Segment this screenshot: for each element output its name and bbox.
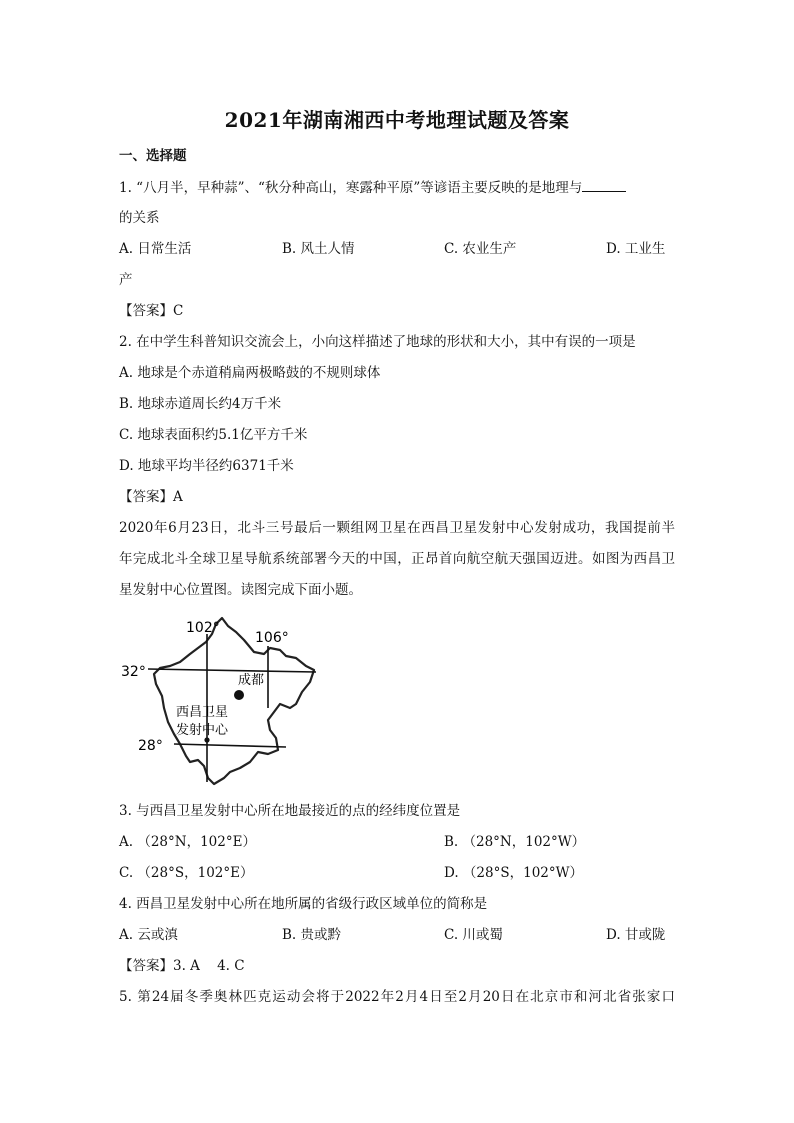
q3-stem: 3. 与西昌卫星发射中心所在地最接近的点的经纬度位置是 bbox=[119, 803, 461, 819]
q1-option-c: C. 农业生产 bbox=[444, 241, 517, 257]
q5-stem: 5. 第24届冬季奥林匹克运动会将于2022年2月4日至2月20日在北京市和河北省张家口 bbox=[119, 989, 675, 1005]
q4-stem: 4. 西昌卫星发射中心所在地所属的省级行政区域单位的简称是 bbox=[119, 896, 488, 912]
q1-answer-blank bbox=[582, 177, 626, 192]
q1-option-b: B. 风土人情 bbox=[282, 241, 355, 257]
q3-option-b: B. （28°N，102°W） bbox=[444, 834, 586, 850]
passage-line1: 2020年6月23日，北斗三号最后一颗组网卫星在西昌卫星发射中心发射成功，我国提前半 bbox=[119, 520, 675, 536]
q2-option-c: C. 地球表面积约5.1亿平方千米 bbox=[119, 427, 308, 443]
longitude-102-label: 102° bbox=[186, 620, 220, 636]
xichang-site-label-line2: 发射中心 bbox=[176, 723, 229, 738]
q1-stem-line1 bbox=[119, 177, 626, 198]
q1-stem-line2: 的关系 bbox=[119, 210, 160, 226]
xichang-location-map bbox=[118, 612, 328, 790]
passage-line2: 年完成北斗全球卫星导航系统部署今天的中国，正昂首向航空航天强国迈进。如图为西昌卫 bbox=[119, 551, 675, 567]
q3-q4-answer: 【答案】3. A 4. C bbox=[119, 958, 245, 974]
passage-line3: 星发射中心位置图。读图完成下面小题。 bbox=[119, 582, 362, 598]
q2-answer: 【答案】A bbox=[119, 489, 183, 505]
page-title: 2021年湖南湘西中考地理试题及答案 bbox=[224, 108, 570, 132]
latitude-28-line bbox=[174, 744, 286, 747]
section-heading: 一、选择题 bbox=[119, 148, 187, 164]
q4-option-a: A. 云或滇 bbox=[119, 927, 178, 943]
q4-option-b: B. 贵或黔 bbox=[282, 927, 342, 943]
q2-stem: 2. 在中学生科普知识交流会上，小向这样描述了地球的形状和大小，其中有误的一项是 bbox=[119, 334, 636, 350]
q3-option-d: D. （28°S，102°W） bbox=[444, 865, 583, 881]
q3-option-c: C. （28°S，102°E） bbox=[119, 865, 254, 881]
q1-option-d-continued: 产 bbox=[119, 272, 133, 288]
q2-option-b: B. 地球赤道周长约4万千米 bbox=[119, 396, 282, 412]
q2-option-d: D. 地球平均半径约6371千米 bbox=[119, 458, 294, 474]
q3-option-a: A. （28°N，102°E） bbox=[119, 834, 256, 850]
latitude-32-label: 32° bbox=[121, 664, 146, 680]
q1-answer: 【答案】C bbox=[119, 303, 184, 319]
q4-option-d: D. 甘或陇 bbox=[606, 927, 666, 943]
xichang-site-label-line1: 西昌卫星 bbox=[176, 705, 229, 720]
chengdu-label: 成都 bbox=[238, 673, 265, 688]
province-outline bbox=[154, 618, 314, 784]
latitude-32-line bbox=[148, 669, 316, 672]
longitude-106-label: 106° bbox=[255, 630, 289, 646]
q2-option-a: A. 地球是个赤道稍扁两极略鼓的不规则球体 bbox=[119, 365, 381, 381]
q1-option-d: D. 工业生 bbox=[606, 241, 666, 257]
q1-stem-text: 1. “八月半，早种蒜”、“秋分种高山，寒露种平原”等谚语主要反映的是地理与 bbox=[119, 180, 583, 196]
q1-option-a: A. 日常生活 bbox=[119, 241, 192, 257]
xichang-site-marker bbox=[204, 737, 209, 742]
latitude-28-label: 28° bbox=[138, 738, 163, 754]
chengdu-marker bbox=[234, 690, 244, 700]
q4-option-c: C. 川或蜀 bbox=[444, 927, 503, 943]
